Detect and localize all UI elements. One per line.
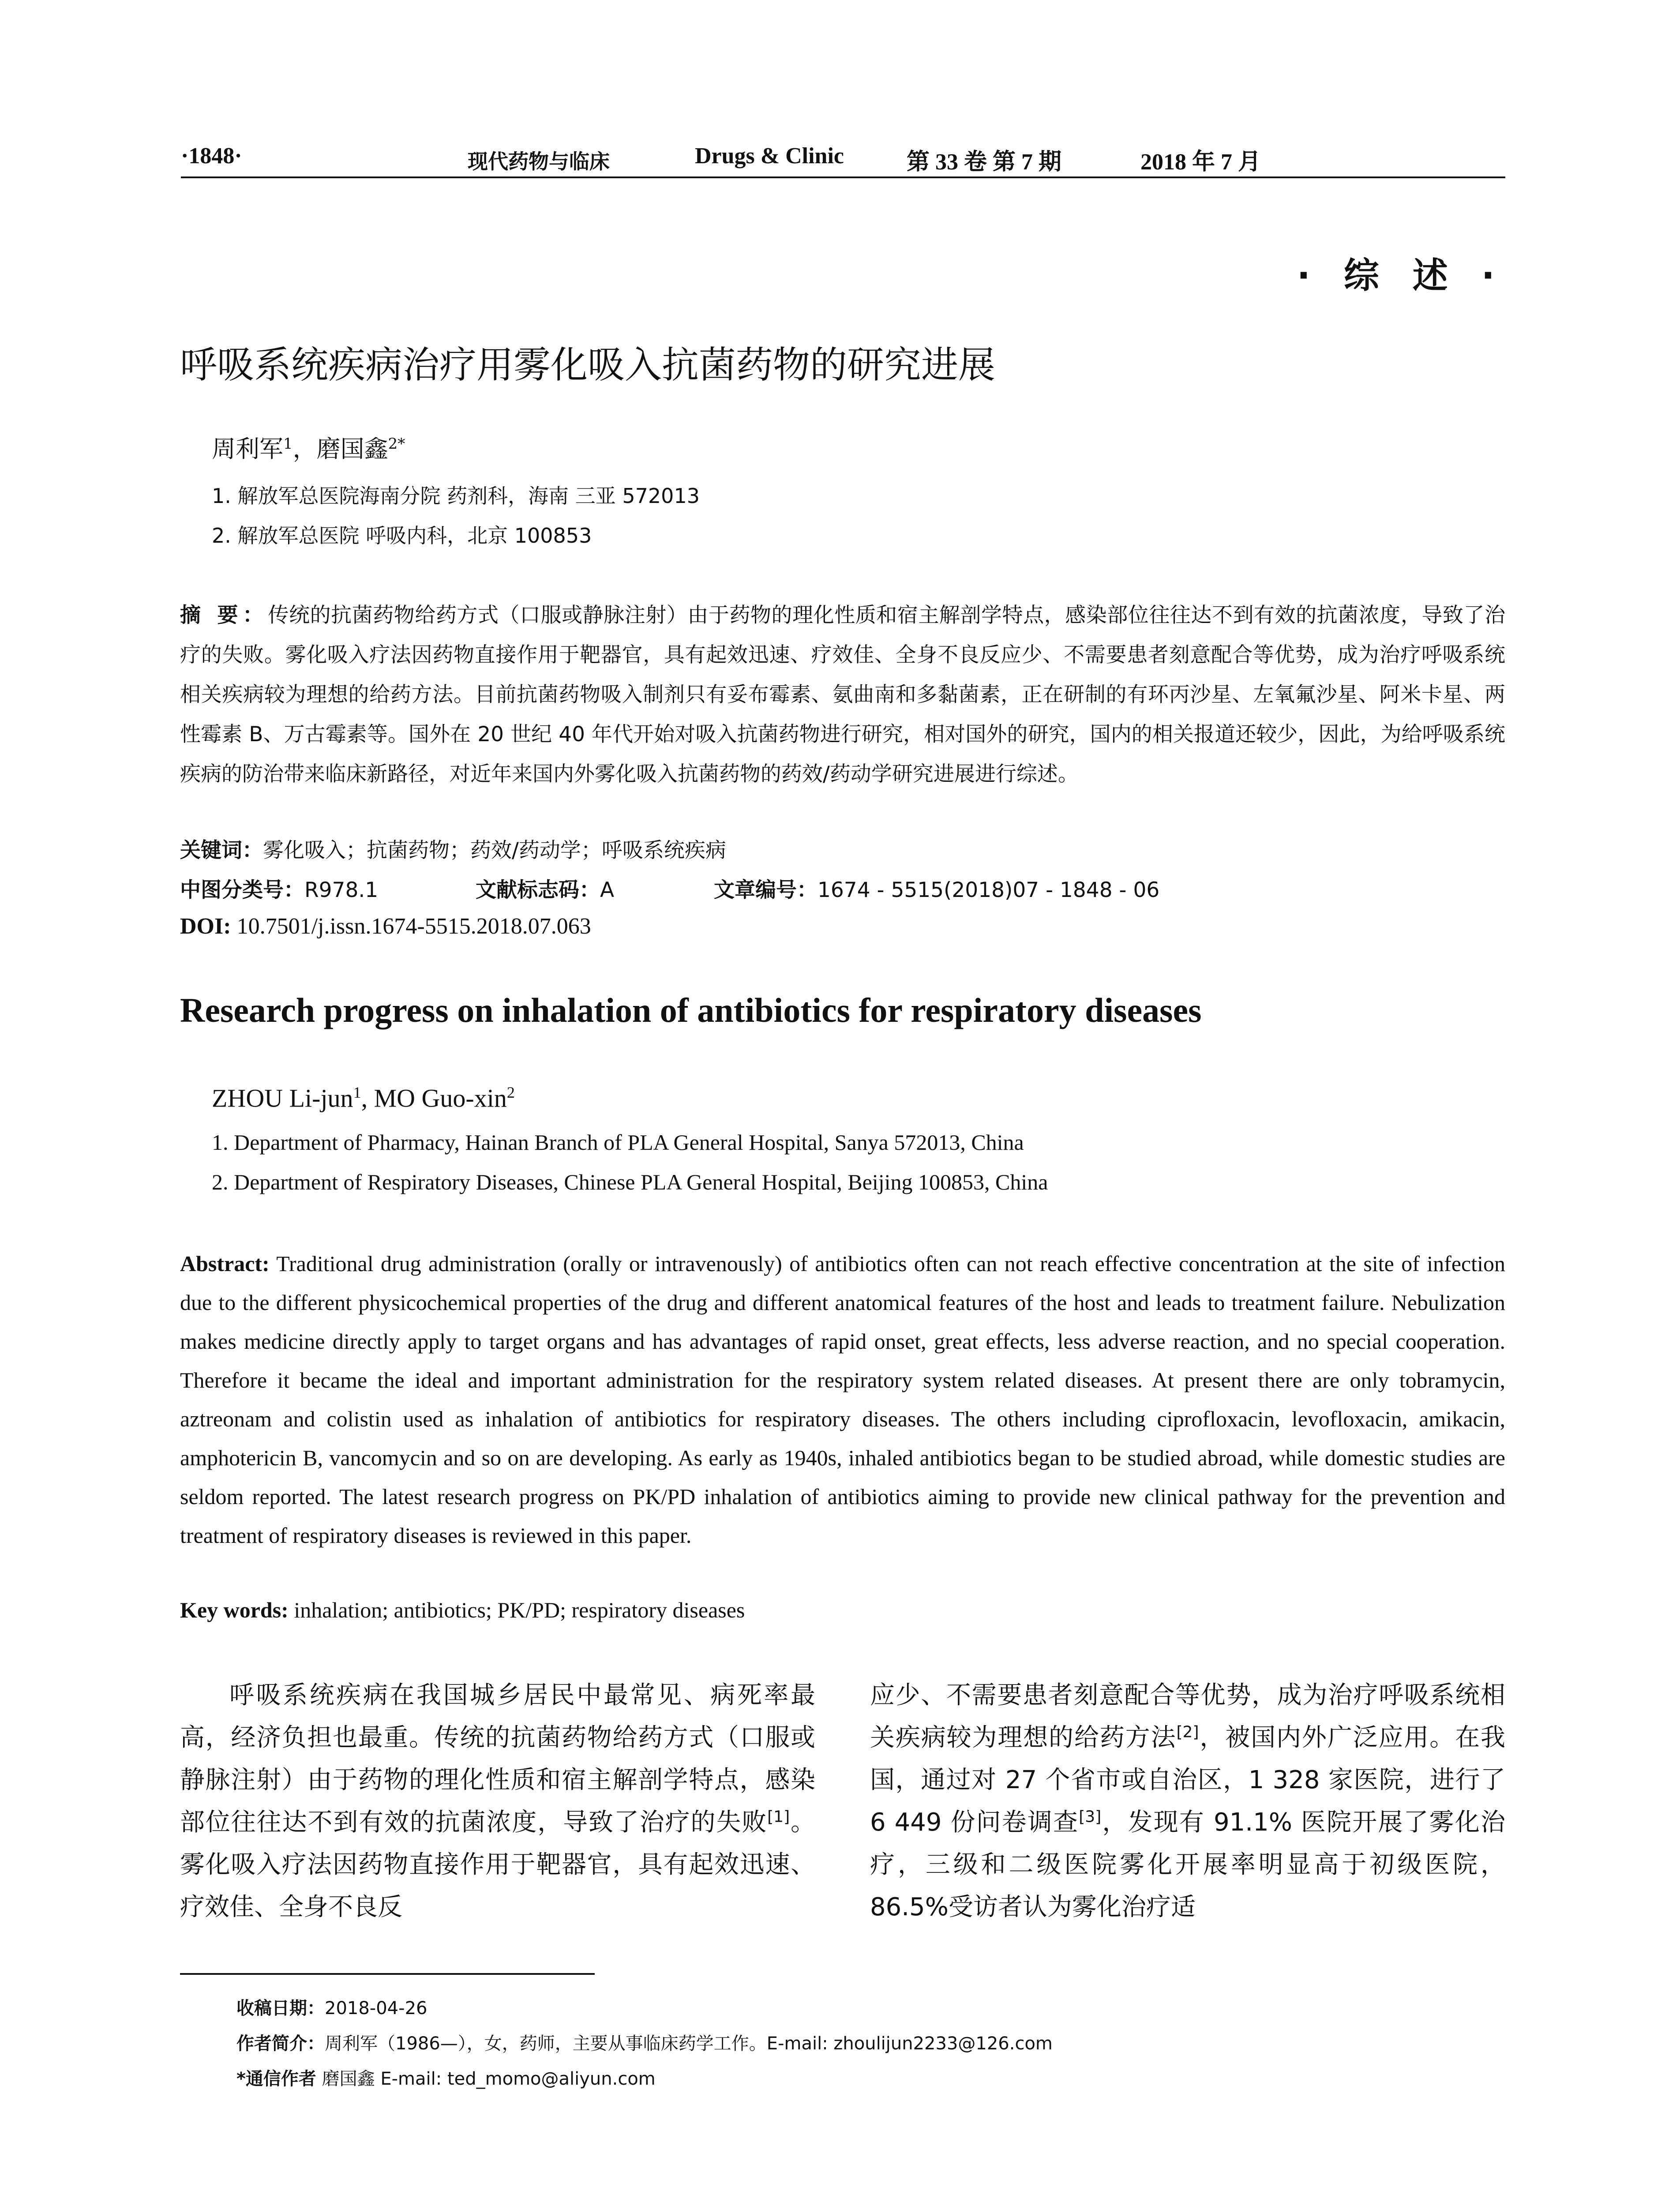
running-header (181, 141, 1505, 178)
body-text: 。雾化吸入疗法因药物直接作用于靶器官，具有起效迅速、疗效佳、全身不良反 (180, 1808, 815, 1921)
affiliation-en-2: 2. Department of Respiratory Diseases, Chinese PLA General Hospital, Beijing 100853, China (212, 1170, 1048, 1194)
keywords-cn-text: 雾化吸入；抗菌药物；药效/药动学；呼吸系统疾病 (263, 838, 726, 863)
abstract-cn (180, 596, 1505, 794)
author-separator: , (361, 1084, 374, 1113)
body-text: 应少、不需要患者刻意配合等优势，成为治疗呼吸系统相关疾病较为理想的给药方法 (870, 1681, 1505, 1752)
article-title-en: Research progress on inhalation of antibiotics for respiratory diseases (180, 991, 1202, 1029)
author-affiliation-mark: 2* (388, 435, 405, 453)
footnote-label: 收稿日期： (236, 1998, 325, 2018)
body-text: ，被国内外广泛应用。在我国，通过对 27 个省市或自治区，1 328 家医院，进行了 6 449 份问卷调查 (870, 1723, 1505, 1837)
keywords-en-label: Key words: (180, 1598, 289, 1622)
article-title-cn: 呼吸系统疾病治疗用雾化吸入抗菌药物的研究进展 (180, 343, 996, 386)
footnote-label: 作者简介： (236, 2033, 325, 2054)
section-label: · 综 述 · (1297, 255, 1505, 296)
abstract-en-text: Traditional drug administration (orally or intravenously) of antibiotics often can not reach effective concentration at the site of infection due to the different physicochemical properties of the drug and different anatomical features of the host and leads to treatment failure. Nebulization makes medicine directly apply to target organs and has advantages of rapid onset, great effects, less adverse reaction, and no special cooperation. Therefore it became the ideal and important administration for the respiratory system related diseases. At present there are only tobramycin, aztreonam and colistin used as inhalation of antibiotics for respiratory diseases. The others including ciprofloxacin, levofloxacin, amikacin, amphotericin B, vancomycin and so on are developing. As early as 1940s, inhaled antibiotics began to be studied abroad, while domestic studies are seldom reported. The latest research progress on PK/PD inhalation of antibiotics aiming to provide new clinical pathway for the prevention and treatment of respiratory diseases is reviewed in this paper. (180, 1251, 1505, 1548)
affiliation-en-1: 1. Department of Pharmacy, Hainan Branch of PLA General Hospital, Sanya 572013, China (212, 1130, 1024, 1155)
volume-issue: 第 33 卷 第 7 期 (907, 150, 1062, 175)
affiliation-cn-1: 1. 解放军总医院海南分院 药剂科，海南 三亚 572013 (212, 484, 700, 508)
body-text: 呼吸系统疾病在我国城乡居民中最常见、病死率最高，经济负担也最重。传统的抗菌药物给药方式（口服或静脉注射）由于药物的理化性质和宿主解剖学特点，感染部位往往达不到有效的抗菌浓度，导致了治疗的失败 (180, 1681, 815, 1837)
keywords-en-text: inhalation; antibiotics; PK/PD; respiratory diseases (288, 1598, 745, 1622)
footnote-label: *通信作者 (236, 2069, 316, 2089)
doi-label: DOI: (180, 914, 231, 939)
abstract-cn-text: 传统的抗菌药物给药方式（口服或静脉注射）由于药物的理化性质和宿主解剖学特点，感染部位往往达不到有效的抗菌浓度，导致了治疗的失败。雾化吸入疗法因药物直接作用于靶器官，具有起效迅速、疗效佳、全身不良反应少、不需要患者刻意配合等优势，成为治疗呼吸系统相关疾病较为理想的给药方法。目前抗菌药物吸入制剂只有妥布霉素、氨曲南和多黏菌素，正在研制的有环丙沙星、左氧氟沙星、阿米卡星、两性霉素 B、万古霉素等。国外在 20 世纪 40 年代开始对吸入抗菌药物进行研究，相对国外的研究，国内的相关报道还较少，因此，为给呼吸系统疾病的防治带来临床新路径，对近年来国内外雾化吸入抗菌药物的药效/药动学研究进展进行综述。 (180, 603, 1505, 786)
author-bio: 周利军（1986—），女，药师，主要从事临床药学工作。E-mail: zhoulijun2233@126.com (325, 2033, 1053, 2054)
abstract-en-label: Abstract: (180, 1251, 270, 1276)
corresponding-author: 磨国鑫 E-mail: ted_momo@aliyun.com (316, 2069, 656, 2089)
received-date: 2018-04-26 (325, 1998, 428, 2018)
document-code-value: A (600, 878, 615, 902)
issue-date: 2018 年 7 月 (1140, 150, 1261, 175)
author-separator: ， (292, 435, 317, 463)
keywords-en (180, 1597, 745, 1623)
body-column-right (870, 1674, 1505, 1928)
article-number-label: 文章编号： (714, 878, 818, 902)
authors-en (212, 1083, 515, 1113)
citation-ref[interactable]: [1] (767, 1808, 790, 1826)
abstract-en (180, 1244, 1505, 1555)
journal-name-cn: 现代药物与临床 (468, 150, 610, 173)
author-name: 周利军 (212, 435, 283, 463)
document-code-label: 文献标志码： (476, 878, 600, 902)
citation-ref[interactable]: [3] (1079, 1808, 1102, 1826)
article-number (714, 874, 1159, 903)
clc-number (180, 874, 378, 903)
author-affiliation-mark: 1 (283, 435, 293, 453)
author-affiliation-mark: 1 (353, 1084, 361, 1101)
doi-line (180, 913, 591, 939)
footnote-author-bio (236, 2030, 1053, 2055)
keywords-cn-label: 关键词： (180, 838, 263, 863)
abstract-cn-label: 摘 要： (180, 603, 268, 627)
citation-ref[interactable]: [2] (1176, 1723, 1199, 1741)
footnote-divider (180, 1973, 595, 1975)
author-affiliation-mark: 2 (506, 1084, 515, 1101)
author-name: ZHOU Li-jun (212, 1084, 353, 1113)
affiliation-cn-2: 2. 解放军总医院 呼吸内科，北京 100853 (212, 524, 592, 548)
page-number: ·1848· (181, 143, 242, 169)
body-column-left (180, 1674, 815, 1928)
body-text: ，发现有 91.1% 医院开展了雾化治疗，三级和二级医院雾化开展率明显高于初级医院，86.5%受访者认为雾化治疗适 (870, 1808, 1506, 1921)
article-number-value: 1674 - 5515(2018)07 - 1848 - 06 (818, 878, 1160, 902)
doi-value: 10.7501/j.issn.1674-5515.2018.07.063 (231, 914, 591, 939)
clc-value: R978.1 (304, 878, 379, 902)
author-name: 磨国鑫 (316, 435, 388, 463)
clc-label: 中图分类号： (180, 878, 304, 902)
document-code (476, 874, 614, 903)
keywords-cn (180, 834, 726, 863)
author-name: MO Guo-xin (374, 1084, 507, 1113)
footnote-received (236, 1994, 427, 2019)
footnote-corresponding-author (236, 2065, 656, 2090)
journal-name-en: Drugs & Clinic (695, 143, 844, 169)
authors-cn (212, 430, 405, 464)
